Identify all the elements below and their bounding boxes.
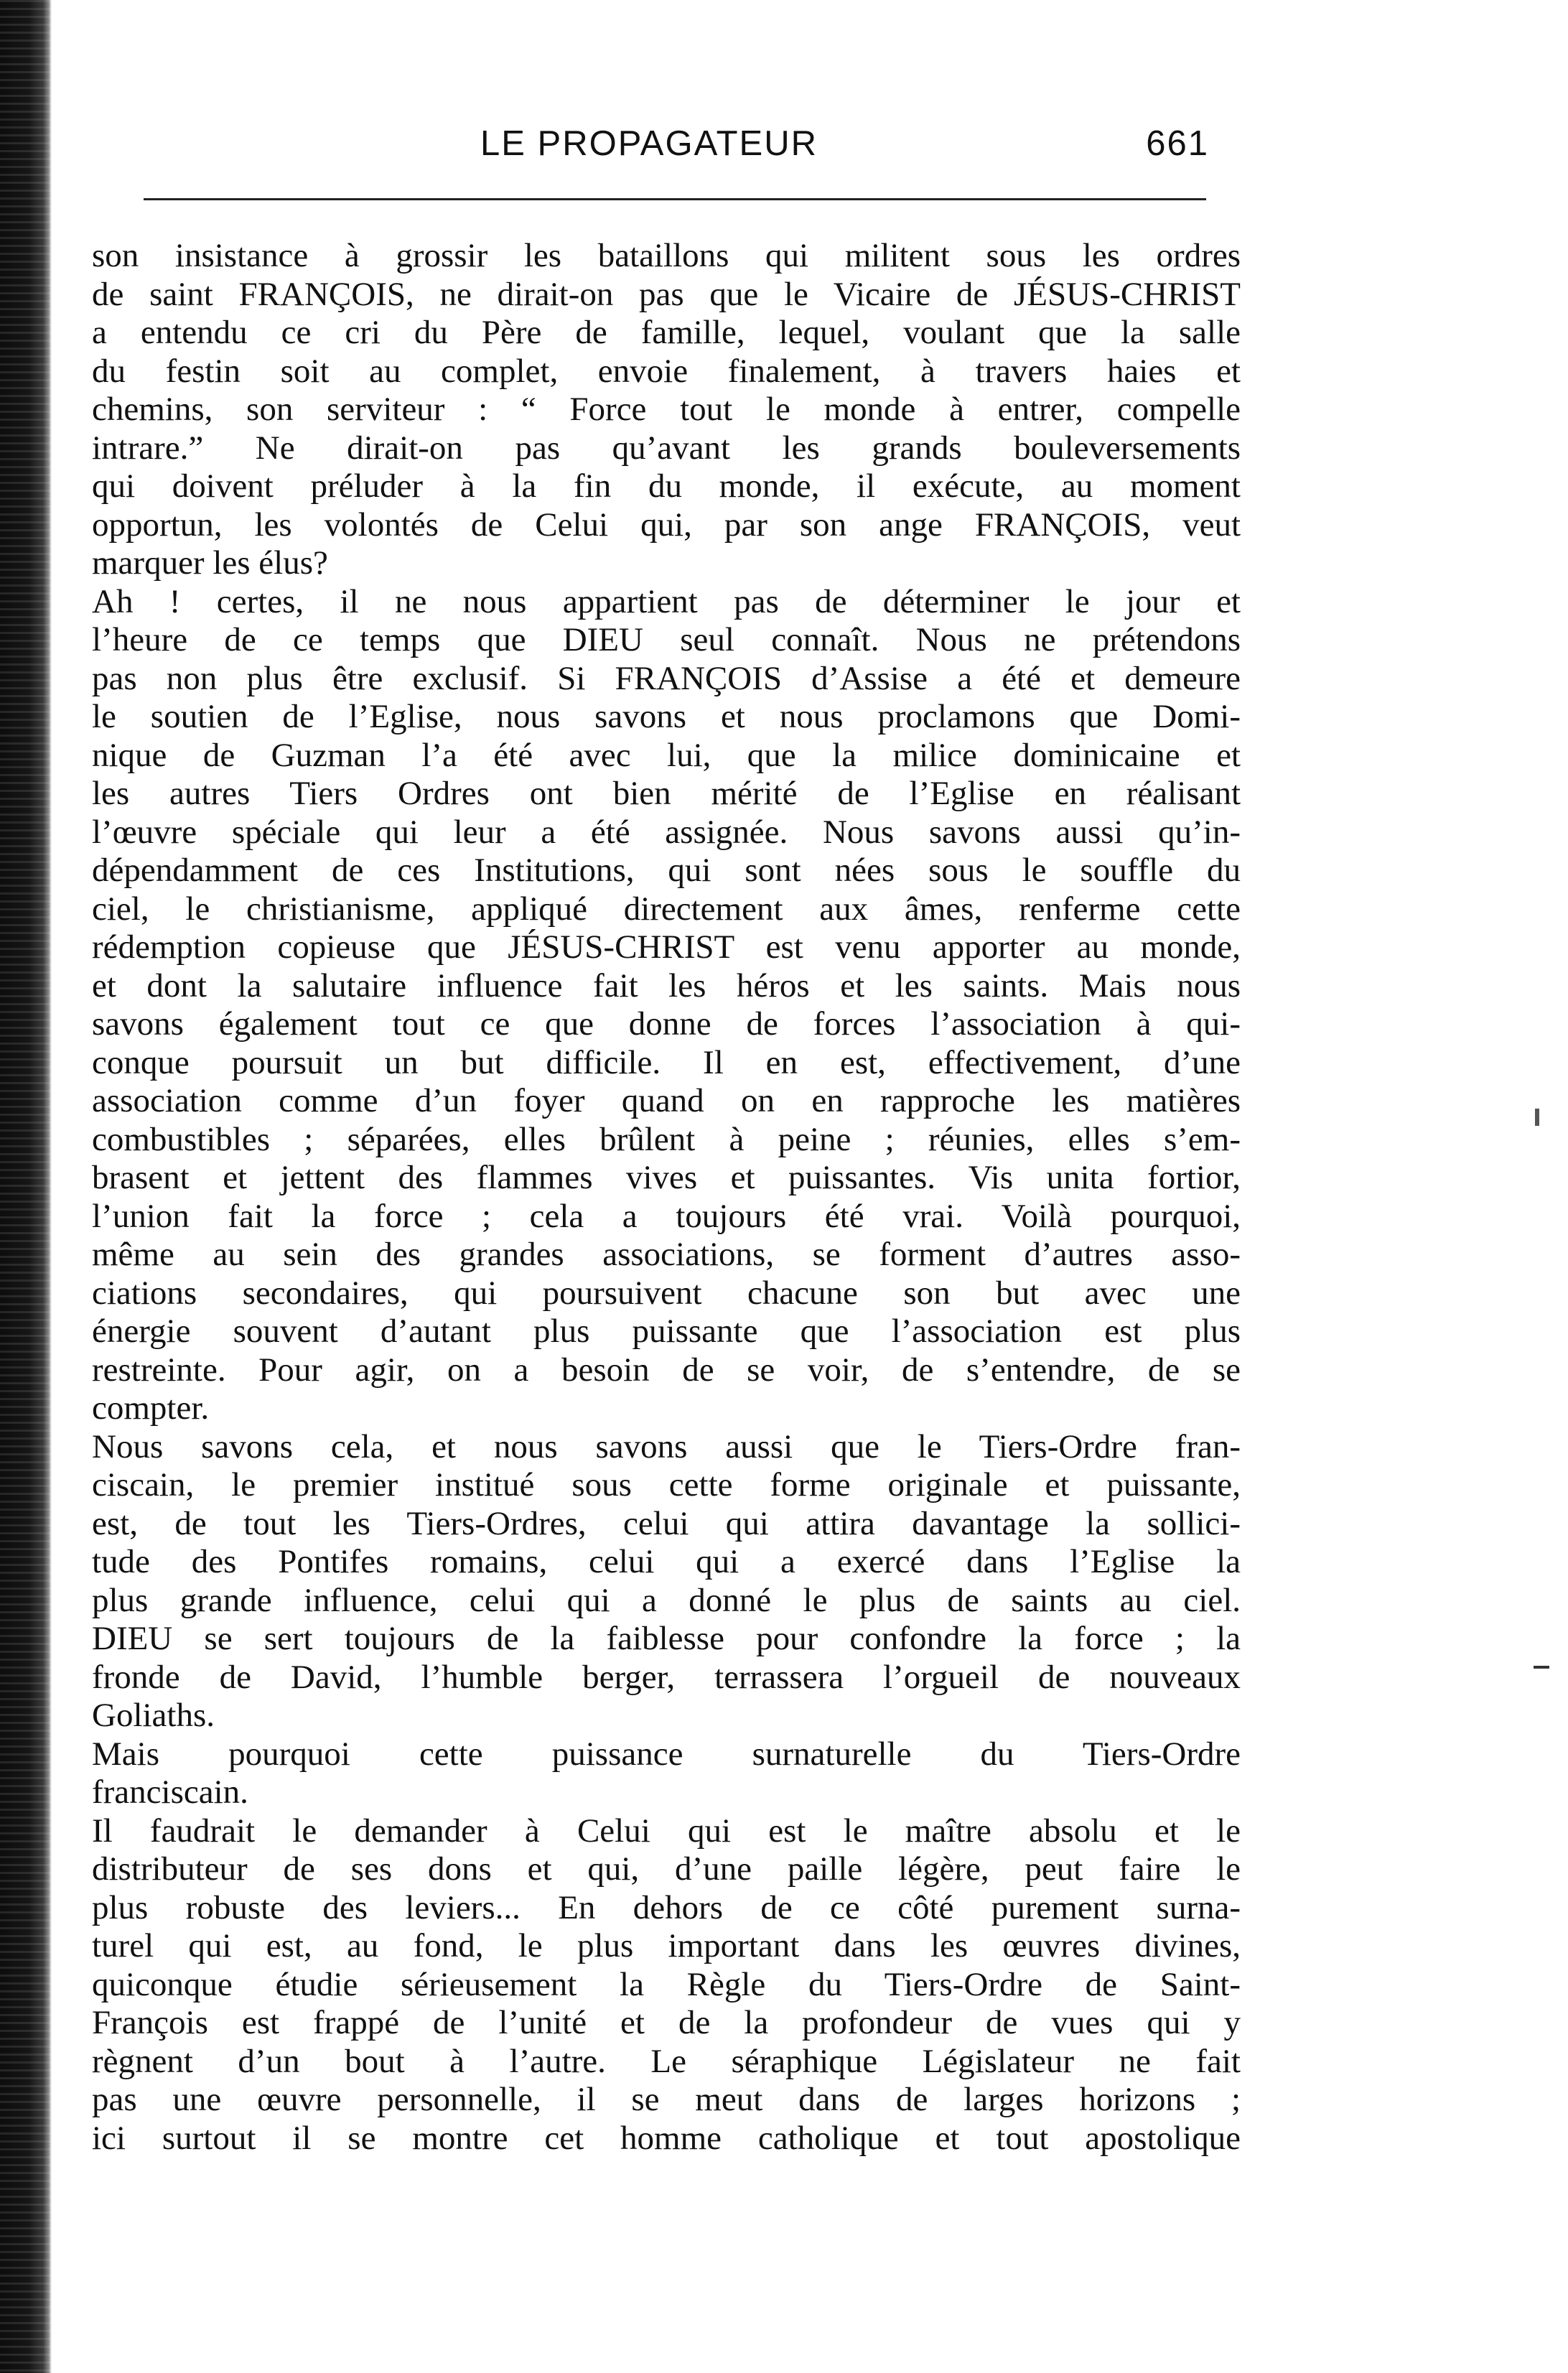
running-title: LE PROPAGATEUR [480, 124, 818, 163]
text-line: ciations secondaires, qui poursuivent chacune son but avec une [92, 1274, 1241, 1312]
text-line: François est frappé de l’unité et de la profondeur de vues qui y [92, 2004, 1241, 2041]
text-line: l’heure de ce temps que DIEU seul connaît. Nous ne prétendons [92, 621, 1241, 658]
text-line: turel qui est, au fond, le plus important dans les œuvres divines, [92, 1927, 1241, 1964]
text-line: de saint FRANÇOIS, ne dirait-on pas que le Vicaire de JÉSUS-CHRIST [92, 275, 1241, 313]
page-number: 661 [1146, 124, 1209, 163]
text-line: association comme d’un foyer quand on en rapproche les matières [92, 1082, 1241, 1119]
text-line: nique de Guzman l’a été avec lui, que la milice dominicaine et [92, 736, 1241, 774]
text-line: brasent et jettent des flammes vives et puissantes. Vis unita fortior, [92, 1159, 1241, 1196]
text-line: franciscain. [92, 1773, 248, 1811]
text-line: Ah ! certes, il ne nous appartient pas de déterminer le jour et [92, 582, 1241, 620]
text-line: est, de tout les Tiers-Ordres, celui qui attira davantage la sollici- [92, 1504, 1241, 1542]
text-line: Mais pourquoi cette puissance surnaturelle du Tiers-Ordre [92, 1735, 1241, 1773]
text-line: règnent d’un bout à l’autre. Le séraphique Législateur ne fait [92, 2042, 1241, 2080]
text-line: a entendu ce cri du Père de famille, lequel, voulant que la salle [92, 314, 1241, 351]
text-line: Il faudrait le demander à Celui qui est le maître absolu et le [92, 1812, 1241, 1850]
text-line: rédemption copieuse que JÉSUS-CHRIST est venu apporter au monde, [92, 928, 1241, 966]
text-line: du festin soit au complet, envoie finalement, à travers haies et [92, 352, 1241, 390]
text-line: Goliaths. [92, 1697, 215, 1734]
page-header [89, 118, 1209, 169]
text-line: tude des Pontifes romains, celui qui a exercé dans l’Eglise la [92, 1543, 1241, 1580]
header-rule [144, 198, 1206, 200]
text-line: plus robuste des leviers... En dehors de ce côté purement surna- [92, 1888, 1241, 1926]
text-line: conque poursuit un but difficile. Il en est, effectivement, d’une [92, 1043, 1241, 1081]
text-line: l’œuvre spéciale qui leur a été assignée. Nous savons aussi qu’in- [92, 813, 1241, 851]
text-line: et dont la salutaire influence fait les héros et les saints. Mais nous [92, 966, 1241, 1004]
text-line: plus grande influence, celui qui a donné le plus de saints au ciel. [92, 1581, 1241, 1619]
text-line: chemins, son serviteur : “ Force tout le monde à entrer, compelle [92, 391, 1241, 428]
text-line: compter. [92, 1389, 210, 1427]
text-line: qui doivent préluder à la fin du monde, il exécute, au moment [92, 467, 1241, 505]
text-line: énergie souvent d’autant plus puissante que l’association est plus [92, 1313, 1241, 1350]
text-line: opportun, les volontés de Celui qui, par son ange FRANÇOIS, veut [92, 505, 1241, 544]
text-line: quiconque étudie sérieusement la Règle du Tiers-Ordre de Saint- [92, 1965, 1241, 2003]
text-line: ciscain, le premier institué sous cette forme originale et puissante, [92, 1466, 1241, 1503]
margin-dash [1534, 1666, 1549, 1669]
margin-mark [1535, 1109, 1539, 1126]
text-line: marquer les élus? [92, 544, 328, 582]
text-line: ici surtout il se montre cet homme catholique et tout apostolique [92, 2119, 1241, 2157]
text-line: ciel, le christianisme, appliqué directement aux âmes, renferme cette [92, 890, 1241, 928]
binding-edge [0, 0, 52, 2373]
text-line: le soutien de l’Eglise, nous savons et nous proclamons que Domi- [92, 698, 1241, 735]
text-line: intrare.” Ne dirait-on pas qu’avant les grands bouleversements [92, 429, 1241, 467]
text-line: DIEU se sert toujours de la faiblesse pour confondre la force ; la [92, 1620, 1241, 1657]
text-line: dépendamment de ces Institutions, qui sont nées sous le souffle du [92, 852, 1241, 889]
text-line: fronde de David, l’humble berger, terrassera l’orgueil de nouveaux [92, 1658, 1241, 1696]
text-line: même au sein des grandes associations, se forment d’autres asso- [92, 1236, 1241, 1273]
text-line: son insistance à grossir les bataillons qui militent sous les ordres [92, 237, 1241, 274]
text-line: pas une œuvre personnelle, il se meut dans de larges horizons ; [92, 2081, 1241, 2118]
text-line: restreinte. Pour agir, on a besoin de se voir, de s’entendre, de se [92, 1351, 1241, 1389]
text-line: pas non plus être exclusif. Si FRANÇOIS d’Assise a été et demeure [92, 659, 1241, 697]
text-line: les autres Tiers Ordres ont bien mérité de l’Eglise en réalisant [92, 775, 1241, 812]
text-line: l’union fait la force ; cela a toujours été vrai. Voilà pourquoi, [92, 1197, 1241, 1235]
text-line: distributeur de ses dons et qui, d’une paille légère, peut faire le [92, 1850, 1241, 1888]
text-line: savons également tout ce que donne de forces l’association à qui- [92, 1005, 1241, 1043]
text-line: combustibles ; séparées, elles brûlent à peine ; réunies, elles s’em- [92, 1120, 1241, 1158]
body-text [92, 237, 1241, 2158]
text-line: Nous savons cela, et nous savons aussi que le Tiers-Ordre fran- [92, 1427, 1241, 1465]
